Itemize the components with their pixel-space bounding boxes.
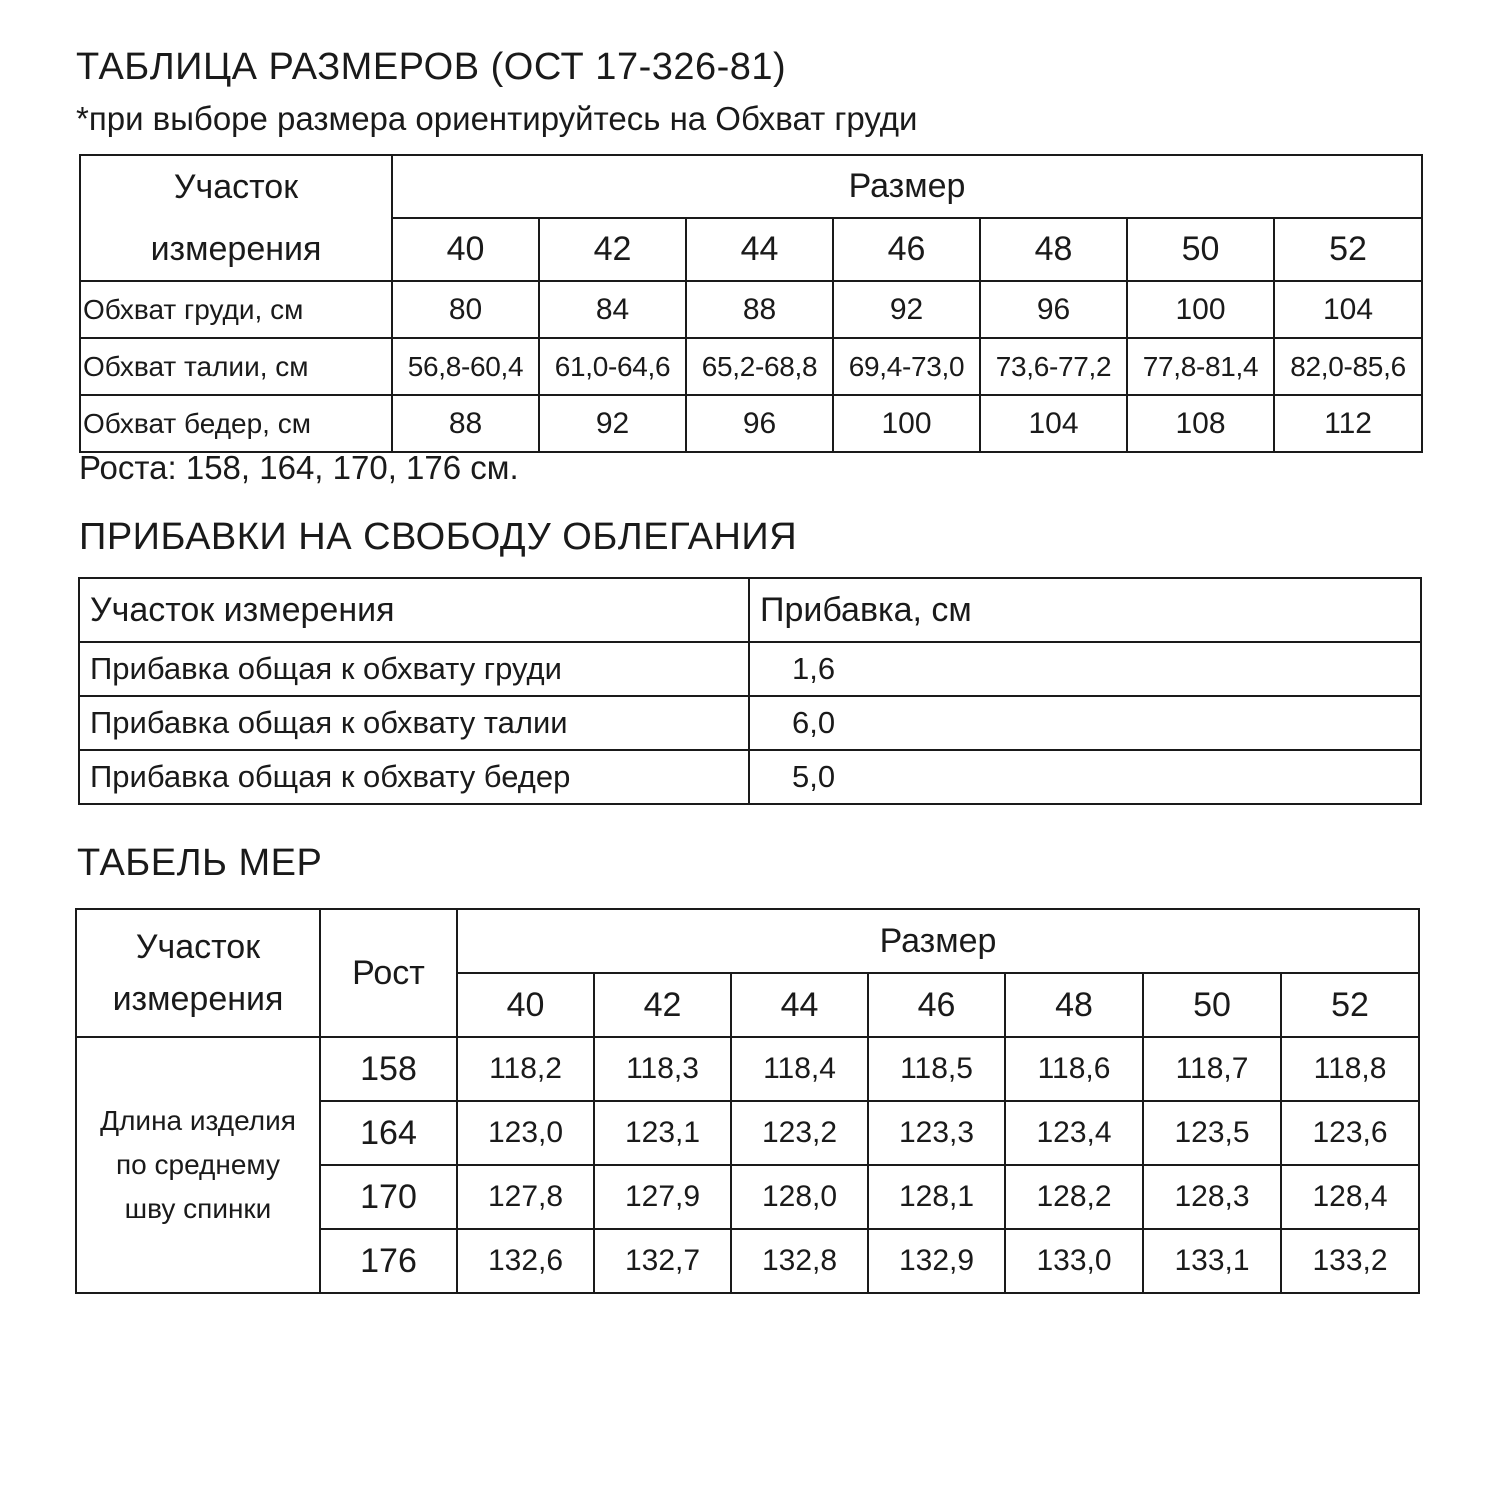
- size-header-cell: 42: [594, 973, 731, 1037]
- table-row: [80, 395, 1422, 452]
- size-header-cell: 50: [1143, 973, 1281, 1037]
- row-label: Обхват груди, см: [80, 281, 392, 338]
- table-cell: 118,2: [457, 1037, 594, 1101]
- ease-table-part-header: Участок измерения: [79, 578, 749, 642]
- measure-table-size-header: Размер: [457, 909, 1419, 973]
- size-table-part-header-line1: Участок: [173, 168, 299, 206]
- table-cell: 123,4: [1005, 1101, 1143, 1165]
- table-cell: 56,8-60,4: [392, 338, 539, 395]
- measure-table-part-header: [76, 909, 320, 1037]
- row-label: Прибавка общая к обхвату бедер: [79, 750, 749, 804]
- table-cell: 133,1: [1143, 1229, 1281, 1293]
- table-cell: 132,9: [868, 1229, 1005, 1293]
- size-table: [79, 154, 1423, 453]
- table-row: [79, 696, 1421, 750]
- table-cell: 128,0: [731, 1165, 868, 1229]
- heights-note: Роста: 158, 164, 170, 176 см.: [79, 449, 519, 486]
- size-header-cell: 46: [833, 218, 980, 281]
- size-header-cell: 52: [1281, 973, 1419, 1037]
- measurement-part-label: [76, 1037, 320, 1293]
- table-cell: 65,2-68,8: [686, 338, 833, 395]
- measure-table-part-header-line2: измерения: [112, 980, 284, 1018]
- table-cell: 84: [539, 281, 686, 338]
- measurement-part-line1: Длина изделия: [100, 1105, 296, 1136]
- table-cell: 118,6: [1005, 1037, 1143, 1101]
- table-row: [79, 750, 1421, 804]
- table-cell: 108: [1127, 395, 1274, 452]
- table-cell: 100: [833, 395, 980, 452]
- table-cell: 92: [833, 281, 980, 338]
- size-header-cell: 40: [392, 218, 539, 281]
- table-cell: 118,3: [594, 1037, 731, 1101]
- table-cell: 1,6: [749, 642, 1421, 696]
- table-cell: 123,3: [868, 1101, 1005, 1165]
- table-row: [76, 1037, 1419, 1101]
- size-header-cell: 52: [1274, 218, 1422, 281]
- table-cell: 88: [392, 395, 539, 452]
- height-cell: 176: [320, 1229, 457, 1293]
- ease-table-title: ПРИБАВКИ НА СВОБОДУ ОБЛЕГАНИЯ: [79, 516, 798, 558]
- row-label: Прибавка общая к обхвату талии: [79, 696, 749, 750]
- table-cell: 133,2: [1281, 1229, 1419, 1293]
- table-cell: 82,0-85,6: [1274, 338, 1422, 395]
- table-cell: 123,1: [594, 1101, 731, 1165]
- ease-table: [78, 577, 1422, 805]
- size-table-title: ТАБЛИЦА РАЗМЕРОВ (ОСТ 17-326-81): [76, 46, 787, 88]
- table-row: [80, 338, 1422, 395]
- table-cell: 77,8-81,4: [1127, 338, 1274, 395]
- height-cell: 158: [320, 1037, 457, 1101]
- table-cell: 127,8: [457, 1165, 594, 1229]
- table-cell: 96: [980, 281, 1127, 338]
- table-cell: 118,4: [731, 1037, 868, 1101]
- table-cell: 132,8: [731, 1229, 868, 1293]
- table-cell: 80: [392, 281, 539, 338]
- table-cell: 128,2: [1005, 1165, 1143, 1229]
- table-cell: 104: [1274, 281, 1422, 338]
- measure-table-title: ТАБЕЛЬ МЕР: [77, 842, 323, 884]
- table-cell: 6,0: [749, 696, 1421, 750]
- table-cell: 5,0: [749, 750, 1421, 804]
- measurement-part-line3: шву спинки: [124, 1193, 272, 1224]
- table-cell: 118,5: [868, 1037, 1005, 1101]
- measure-table-part-header-line1: Участок: [135, 928, 261, 966]
- size-header-cell: 44: [686, 218, 833, 281]
- size-header-cell: 42: [539, 218, 686, 281]
- size-header-cell: 50: [1127, 218, 1274, 281]
- size-table-subtitle: *при выборе размера ориентируйтесь на Обхват груди: [76, 100, 918, 137]
- size-header-cell: 44: [731, 973, 868, 1037]
- table-cell: 61,0-64,6: [539, 338, 686, 395]
- table-cell: 132,6: [457, 1229, 594, 1293]
- size-table-part-header: [80, 155, 392, 281]
- table-cell: 96: [686, 395, 833, 452]
- size-header-cell: 46: [868, 973, 1005, 1037]
- table-cell: 132,7: [594, 1229, 731, 1293]
- height-cell: 170: [320, 1165, 457, 1229]
- size-header-cell: 40: [457, 973, 594, 1037]
- table-cell: 128,3: [1143, 1165, 1281, 1229]
- table-cell: 123,2: [731, 1101, 868, 1165]
- table-cell: 123,0: [457, 1101, 594, 1165]
- table-cell: 112: [1274, 395, 1422, 452]
- table-cell: 69,4-73,0: [833, 338, 980, 395]
- row-label: Прибавка общая к обхвату груди: [79, 642, 749, 696]
- row-label: Обхват бедер, см: [80, 395, 392, 452]
- table-cell: 123,6: [1281, 1101, 1419, 1165]
- table-cell: 123,5: [1143, 1101, 1281, 1165]
- measurement-part-line2: по среднему: [116, 1149, 280, 1180]
- table-cell: 88: [686, 281, 833, 338]
- table-cell: 127,9: [594, 1165, 731, 1229]
- table-cell: 118,7: [1143, 1037, 1281, 1101]
- measure-table: [75, 908, 1420, 1294]
- table-cell: 128,1: [868, 1165, 1005, 1229]
- size-header-cell: 48: [1005, 973, 1143, 1037]
- size-table-part-header-line2: измерения: [150, 230, 322, 268]
- table-cell: 104: [980, 395, 1127, 452]
- height-cell: 164: [320, 1101, 457, 1165]
- row-label: Обхват талии, см: [80, 338, 392, 395]
- table-cell: 92: [539, 395, 686, 452]
- table-row: [79, 642, 1421, 696]
- table-cell: 128,4: [1281, 1165, 1419, 1229]
- size-header-cell: 48: [980, 218, 1127, 281]
- table-cell: 73,6-77,2: [980, 338, 1127, 395]
- table-row: [80, 281, 1422, 338]
- measure-table-height-header: Рост: [320, 909, 457, 1037]
- ease-table-value-header: Прибавка, см: [749, 578, 1421, 642]
- table-cell: 118,8: [1281, 1037, 1419, 1101]
- table-cell: 100: [1127, 281, 1274, 338]
- table-cell: 133,0: [1005, 1229, 1143, 1293]
- size-table-size-header: Размер: [392, 155, 1422, 218]
